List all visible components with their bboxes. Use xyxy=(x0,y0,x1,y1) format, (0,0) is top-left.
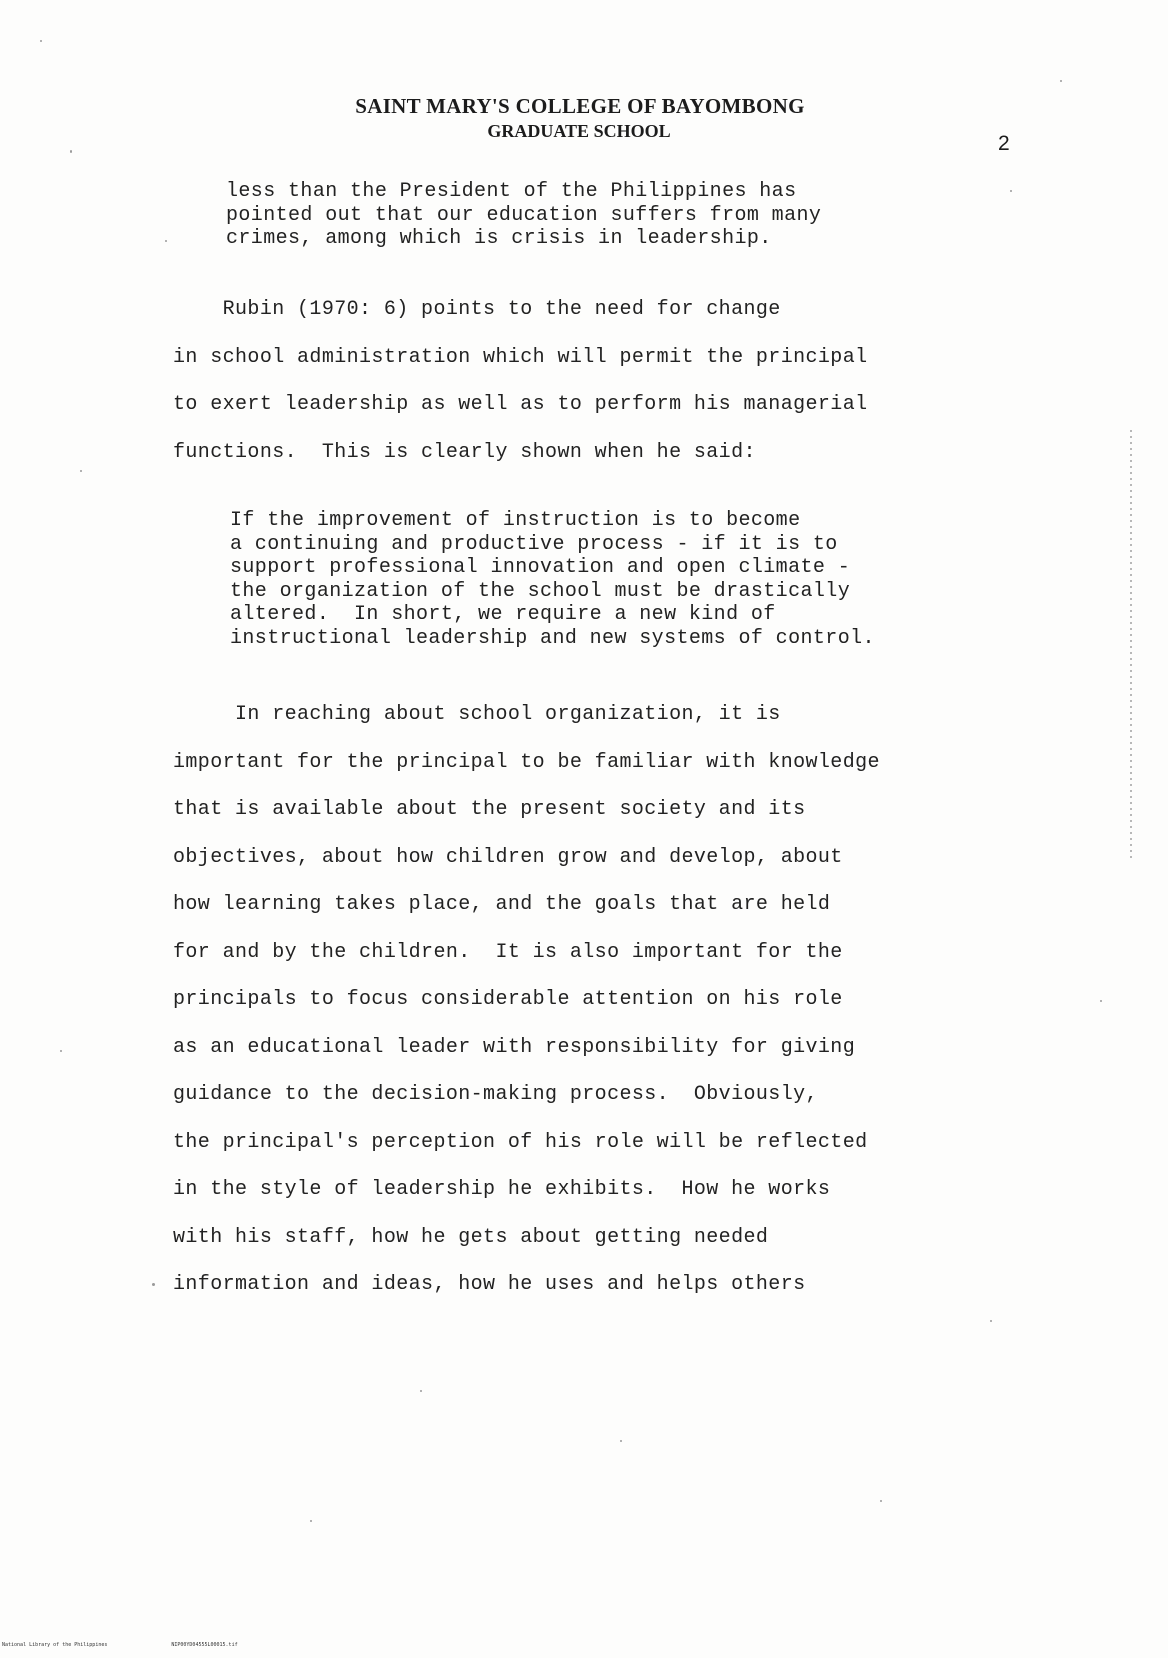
scan-speck xyxy=(1060,80,1062,82)
scan-speck xyxy=(60,1050,62,1052)
scan-speck xyxy=(990,1320,992,1322)
scan-speck xyxy=(80,470,82,472)
page-number: 2 xyxy=(998,132,1010,155)
scan-speck xyxy=(620,1440,622,1442)
footer-library: National Library of the Philippines xyxy=(2,1642,108,1648)
scan-speck xyxy=(1100,1000,1102,1002)
scan-speck xyxy=(880,1500,882,1502)
scan-speck xyxy=(165,240,167,242)
block-quote: If the improvement of instruction is to become a continuing and productive process - if it is to support professional innovation and open climate - the organization of the school must be drastically altered. In short, we require a new kind of instructional leadership and new systems of control. xyxy=(230,509,875,650)
rubin-paragraph: Rubin (1970: 6) points to the need for change in school administration which will permit the principal to exert leadership as well as to perform his managerial functions. This is clearly shown when he said: xyxy=(173,298,868,464)
scan-speck xyxy=(70,150,72,153)
letterhead xyxy=(0,94,1168,142)
footer-caption xyxy=(2,1642,238,1648)
scan-margin-dots xyxy=(1130,430,1132,860)
scan-speck xyxy=(40,40,42,42)
scan-speck xyxy=(1010,190,1012,192)
scan-speck xyxy=(310,1520,312,1522)
footer-file-code: NIP00YD04555L00015.tif xyxy=(171,1642,238,1648)
scan-speck xyxy=(420,1390,422,1392)
continuation-paragraph: less than the President of the Philippines has pointed out that our education suffers from many crimes, among which is crisis in leadership. xyxy=(226,180,822,250)
school-organization-paragraph: In reaching about school organization, it is important for the principal to be familiar with knowledge that is available about the present society and its objectives, about how children grow and develop, about how learning takes place, and the goals that are held for and by the children. It is also important for the principals to focus considerable attention on his role as an educational leader with responsibility for giving guidance to the decision-making process. Obviously, the principal's perception of his role will be reflected in the style of leadership he exhibits. How he works with his staff, how he gets about getting needed information and ideas, how he uses and helps others xyxy=(173,703,880,1296)
college-name: SAINT MARY'S COLLEGE OF BAYOMBONG xyxy=(355,94,805,118)
school-name: GRADUATE SCHOOL xyxy=(487,121,671,141)
scan-speck xyxy=(152,1283,155,1286)
